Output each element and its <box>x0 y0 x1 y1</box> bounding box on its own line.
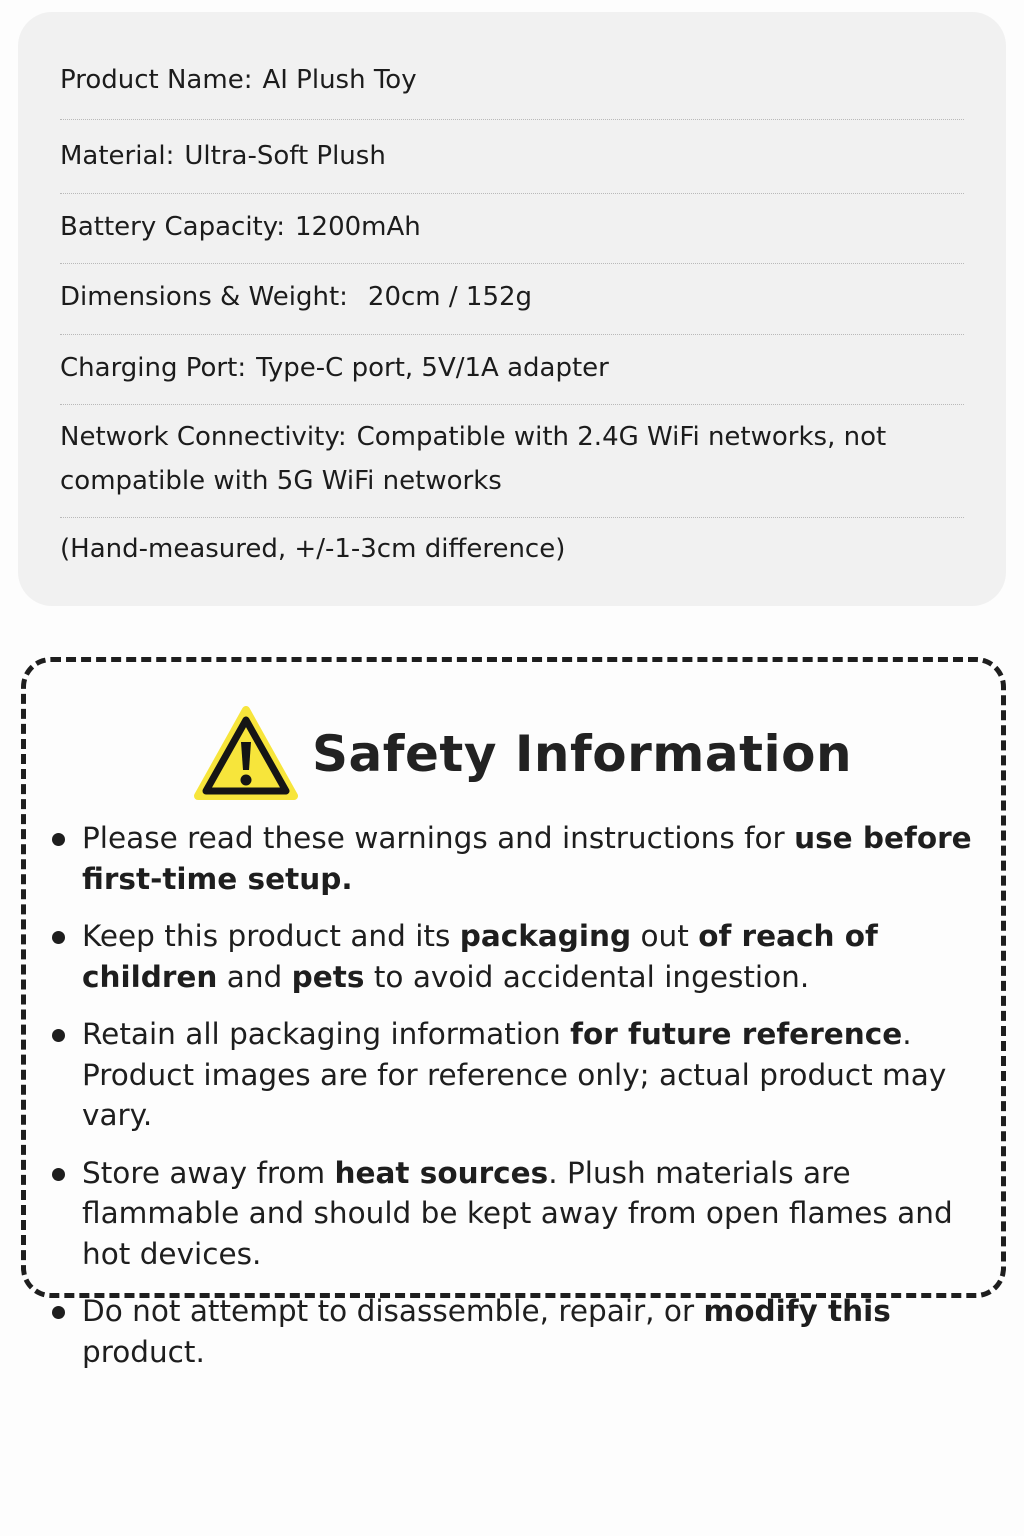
spec-value: Ultra-Soft Plush <box>184 141 386 171</box>
safety-title: Safety Information <box>312 725 853 783</box>
bullet-text: . Plush materials are flammable and should be kept away from open flames and hot devices. <box>82 1155 953 1271</box>
divider <box>60 193 964 194</box>
safety-header <box>194 704 852 804</box>
bullet-dot-icon <box>52 931 65 944</box>
bullet-text-bold: pets <box>291 959 365 994</box>
divider <box>60 263 964 264</box>
safety-bullet <box>52 818 982 899</box>
spec-label: Dimensions & Weight: <box>60 282 348 312</box>
bullet-text: to avoid accidental ingestion. <box>364 959 810 994</box>
spec-value: AI Plush Toy <box>262 65 417 95</box>
divider <box>60 517 964 518</box>
safety-bullet-list <box>52 818 982 1389</box>
safety-bullet <box>52 1153 982 1275</box>
bullet-text: Keep this product and its <box>82 919 460 953</box>
bullet-text-bold: for future reference <box>570 1017 903 1051</box>
bullet-text-bold: of reach of children <box>82 919 878 994</box>
safety-bullet <box>52 1014 982 1136</box>
measurement-note: (Hand-measured, +/-1-3cm difference) <box>60 534 566 564</box>
spec-value: 1200mAh <box>295 212 421 242</box>
bullet-dot-icon <box>52 1168 65 1181</box>
spec-label: Product Name: <box>60 65 253 95</box>
bullet-dot-icon <box>52 1306 65 1319</box>
spec-battery <box>60 205 964 249</box>
spec-value: Compatible with 2.4G WiFi networks, not compatible with 5G WiFi networks <box>60 422 887 496</box>
spec-product-name <box>60 58 964 102</box>
bullet-text-bold: use before first-time setup. <box>82 821 972 896</box>
spec-dimensions <box>60 275 964 319</box>
bullet-text-bold: heat sources <box>334 1155 549 1190</box>
safety-bullet <box>52 916 982 997</box>
safety-box <box>21 657 1006 1369</box>
bullet-text: Please read these warnings and instructions for <box>82 821 795 855</box>
spec-label: Material: <box>60 141 175 171</box>
specs-card <box>18 12 1006 606</box>
divider <box>60 334 964 335</box>
bullet-text-bold: modify this <box>703 1294 891 1328</box>
divider <box>60 119 964 120</box>
bullet-text: out <box>631 919 699 953</box>
bullet-dot-icon <box>52 1029 65 1042</box>
spec-network <box>60 415 964 503</box>
warning-triangle-icon <box>194 706 298 802</box>
spec-value: 20cm / 152g <box>367 282 533 312</box>
bullet-text: Retain all packaging information <box>82 1017 571 1051</box>
bullet-text-bold: packaging <box>459 919 632 953</box>
bullet-dot-icon <box>52 833 65 846</box>
spec-label: Battery Capacity: <box>60 212 285 242</box>
spec-value: Type-C port, 5V/1A adapter <box>256 353 609 383</box>
bullet-text: . Product images are for reference only; actual product may vary. <box>82 1017 947 1132</box>
spec-material <box>60 134 964 178</box>
bullet-text: Do not attempt to disassemble, repair, or <box>82 1294 704 1328</box>
spec-note <box>60 527 964 571</box>
bullet-text: product. <box>82 1334 205 1369</box>
safety-bullet <box>52 1291 982 1372</box>
spec-label: Network Connectivity: <box>60 422 347 452</box>
divider <box>60 404 964 405</box>
bullet-text: Store away from <box>82 1155 335 1190</box>
bullet-text: and <box>217 959 292 994</box>
spec-label: Charging Port: <box>60 353 247 383</box>
spec-charging <box>60 346 964 390</box>
